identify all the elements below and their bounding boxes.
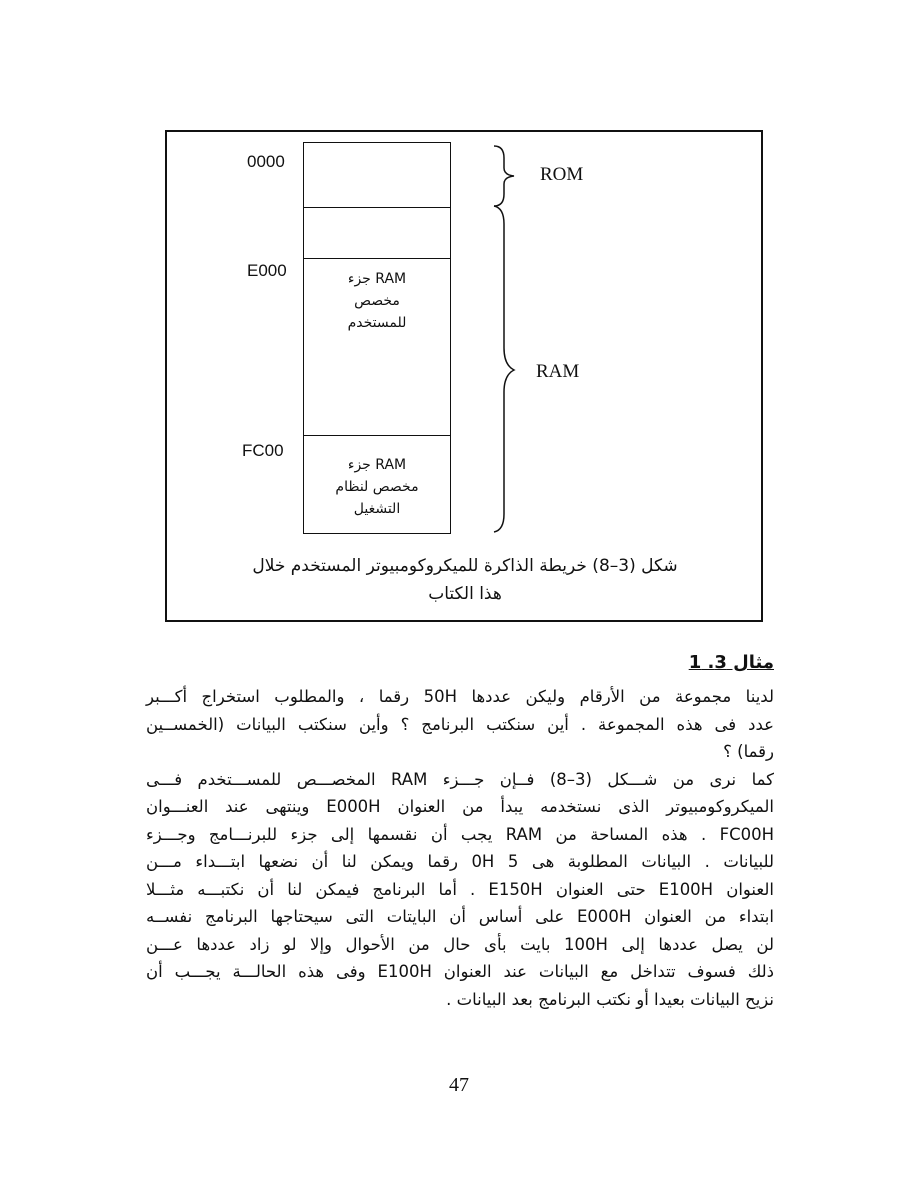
ram-label: RAM	[536, 361, 580, 382]
paragraph-line: FC00H . هذه المساحة من RAM يجب أن نقسمها إلى جزء للبرنـــامج وجـــزء	[146, 824, 774, 844]
paragraph-line: لدينا مجموعة من الأرقام وليكن عددها 50H رقما ، والمطلوب استخراج أكـــبر	[146, 687, 774, 706]
address-e000: E000	[247, 261, 287, 280]
paragraph-line: عدد فى هذه المجموعة . أين سنكتب البرنامج ؟ وأين سنكتب البيانات (الخمســين	[146, 714, 774, 734]
ram-brace	[494, 206, 514, 532]
paragraph-line: العنوان E100H حتى العنوان E150H . أما البرنامج فيمكن لنا أن نكتبـــه مثـــلا	[146, 879, 774, 899]
address-fc00: FC00	[242, 441, 284, 460]
paragraph-line: لن يصل عددها إلى 100H بايت بأى حال من الأحوال وإلا لو زاد عددها عـــن	[146, 934, 774, 954]
memory-map-figure	[165, 130, 763, 622]
segment-divider	[304, 258, 450, 259]
rom-label: ROM	[540, 164, 584, 185]
segment-divider	[304, 207, 450, 208]
paragraph-line: الميكروكومبيوتر الذى نستخدمه يبدأ من العنوان E000H وينتهى عند العنـــوان	[146, 797, 774, 816]
paragraph-line: كما نرى من شـــكل (3–8) فــإن جـــزء RAM المخصـــص للمســـتخدم فـــى	[146, 769, 774, 789]
page-number: 47	[449, 1074, 469, 1096]
figure-caption: شكل (3–8) خريطة الذاكرة للميكروكومبيوتر المستخدم خلال هذا الكتاب	[252, 556, 678, 604]
segment-divider	[304, 435, 450, 436]
paragraph-line: رقما) ؟	[723, 742, 774, 761]
paragraph-line: نزيح البيانات بعيدا أو نكتب البرنامج بعد البيانات .	[446, 989, 774, 1009]
example-body	[146, 683, 774, 1013]
paragraph-line: ذلك فسوف تتداخل مع البيانات عند العنوان E100H وفى هذه الحالـــة يجـــب أن	[146, 962, 774, 981]
example-heading: مثال 3. 1	[688, 652, 774, 673]
memory-column	[303, 142, 451, 534]
user-ram-segment-label: RAM جزء مخصص للمستخدم	[347, 271, 407, 331]
rom-brace	[494, 146, 514, 206]
paragraph-line: للبيانات . البيانات المطلوبة هى 5 0H رقما ويمكن لنا أن نضعها ابتـــداء مـــن	[146, 852, 774, 871]
memory-braces	[488, 140, 528, 540]
address-0000: 0000	[247, 152, 285, 171]
paragraph-line: ابتداء من العنوان E000H على أساس أن البايتات التى سيحتاجها البرنامج نفســه	[146, 907, 774, 926]
os-ram-segment-label: RAM جزء مخصص لنظام التشغيل	[335, 457, 419, 517]
